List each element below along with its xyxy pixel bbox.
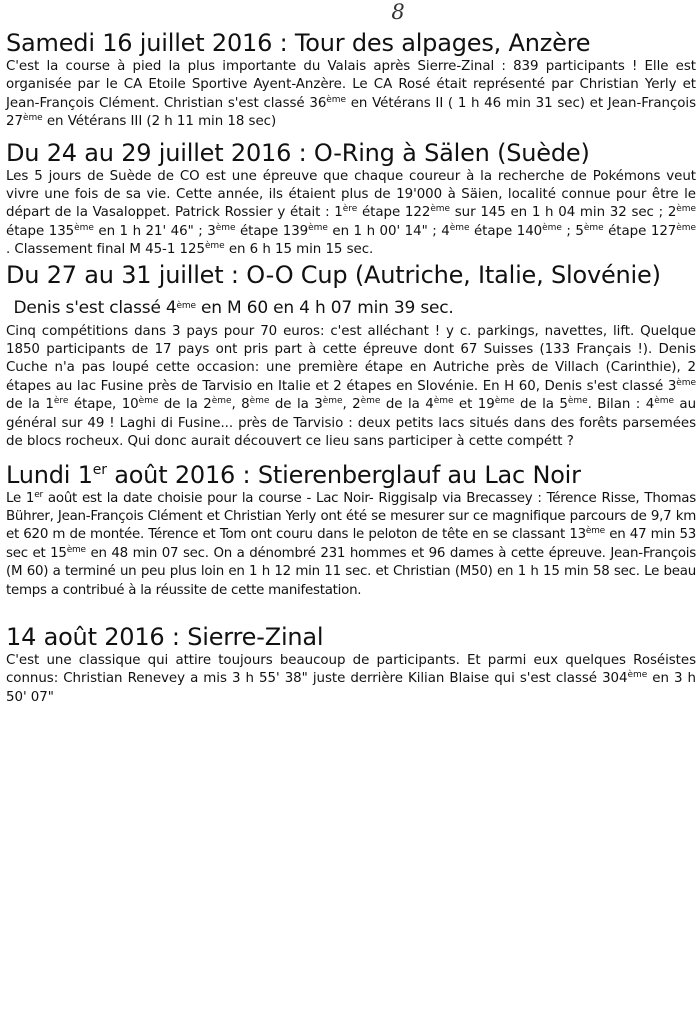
section-heading [6,260,696,323]
section-o-o-cup [6,260,696,452]
section-tour-des-alpages [6,28,696,132]
section-body: Cinq compétitions dans 3 pays pour 70 euros: c'est alléchant ! y c. parkings, navettes, lift. Quelque 1850 participants de 17 pays ont pris part à cette épreuve dont 67 Suisses (133 Français !). Denis Cuche n'a pas loupé cette occasion: une première étape en Autriche près de Villach (Carinthie), 2 étapes au lac Fusine près de Tarvisio en Italie et 2 étapes en Slovénie. En H 60, Denis s'est classé 3ème de la 1ère étape, 10ème de la 2ème, 8ème de la 3ème, 2ème de la 4ème et 19ème de la 5ème. Bilan : 4ème au général sur 49 ! Laghi di Fusine... près de Tarvisio : deux petits lacs situés dans des forêts parsemées de blocs rocheux. Qui donc aurait découvert ce lieu sans participer à cette compétt ? [6,323,697,450]
section-heading: Du 24 au 29 juillet 2016 : O-Ring à Sälen (Suède) [6,138,590,167]
section-heading: Lundi 1er août 2016 : Stierenberglauf au Lac Noir [6,460,581,489]
section-body: C'est une classique qui attire toujours beaucoup de participants. Et parmi eux quelques Roséistes connus: Christian Renevey a mis 3 h 55' 38" juste derrière Kilian Blaise qui s'est classé 304ème en 3 h 50' 07" [6,652,696,705]
section-body: Les 5 jours de Suède de CO est une épreuve que chaque coureur à la recherche de Pokémons veut vivre une fois de sa vie. Cette année, ils étaient plus de 19'000 à Säien, localité connue pour être le départ de la Vasaloppet. Patrick Rossier y était : 1ère étape 122ème sur 145 en 1 h 04 min 32 sec ; 2ème étape 135ème en 1 h 21' 46" ; 3ème étape 139ème en 1 h 00' 14" ; 4ème étape 140ème ; 5ème étape 127ème . Classement final M 45-1 125ème en 6 h 15 min 15 sec. [6,168,696,258]
section-heading: Samedi 16 juillet 2016 : Tour des alpages, Anzère [6,29,591,57]
section-sierre-zinal [6,622,696,707]
document-body [6,28,696,707]
section-body: Le 1er août est la date choisie pour la course - Lac Noir- Riggisalp via Brecassey : Térence Risse, Thomas Bührer, Jean-François Clément et Christian Yerly ont été se mesurer sur ce magnifique parcours de 9,7 km et 620 m de montée. Térence et Tom ont couru dans le peloton de tête en se classant 13ème en 47 min 53 sec et 15ème en 48 min 07 sec. On a dénombré 231 hommes et 96 dames à cette épreuve. Jean-François (M 60) a terminé un peu plus loin en 1 h 12 min 11 sec. et Christian (M50) en 1 h 15 min 58 sec. Le beau temps a contribué à la réussite de cette manifestation. [6,489,696,598]
section-o-ring-salen [6,138,696,260]
page-number: 8 [391,0,405,24]
section-stierenberglauf [6,460,696,600]
section-body: C'est la course à pied la plus importante du Valais après Sierre-Zinal : 839 participants ! Elle est organisée par le CA Etoile Sportive Ayent-Anzère. Le CA Rosé était représenté par Christian Yerly et Jean-François Clément. Christian s'est classé 36ème en Vétérans II ( 1 h 46 min 31 sec) et Jean-François 27ème en Vétérans III (2 h 11 min 18 sec) [6,59,697,130]
section-heading: 14 août 2016 : Sierre-Zinal [6,622,324,651]
section-heading-title: Du 27 au 31 juillet : O-O Cup (Autriche, Italie, Slovénie) [6,260,661,289]
section-heading-result: Denis s'est classé 4ème en M 60 en 4 h 07 min 39 sec. [13,297,454,318]
